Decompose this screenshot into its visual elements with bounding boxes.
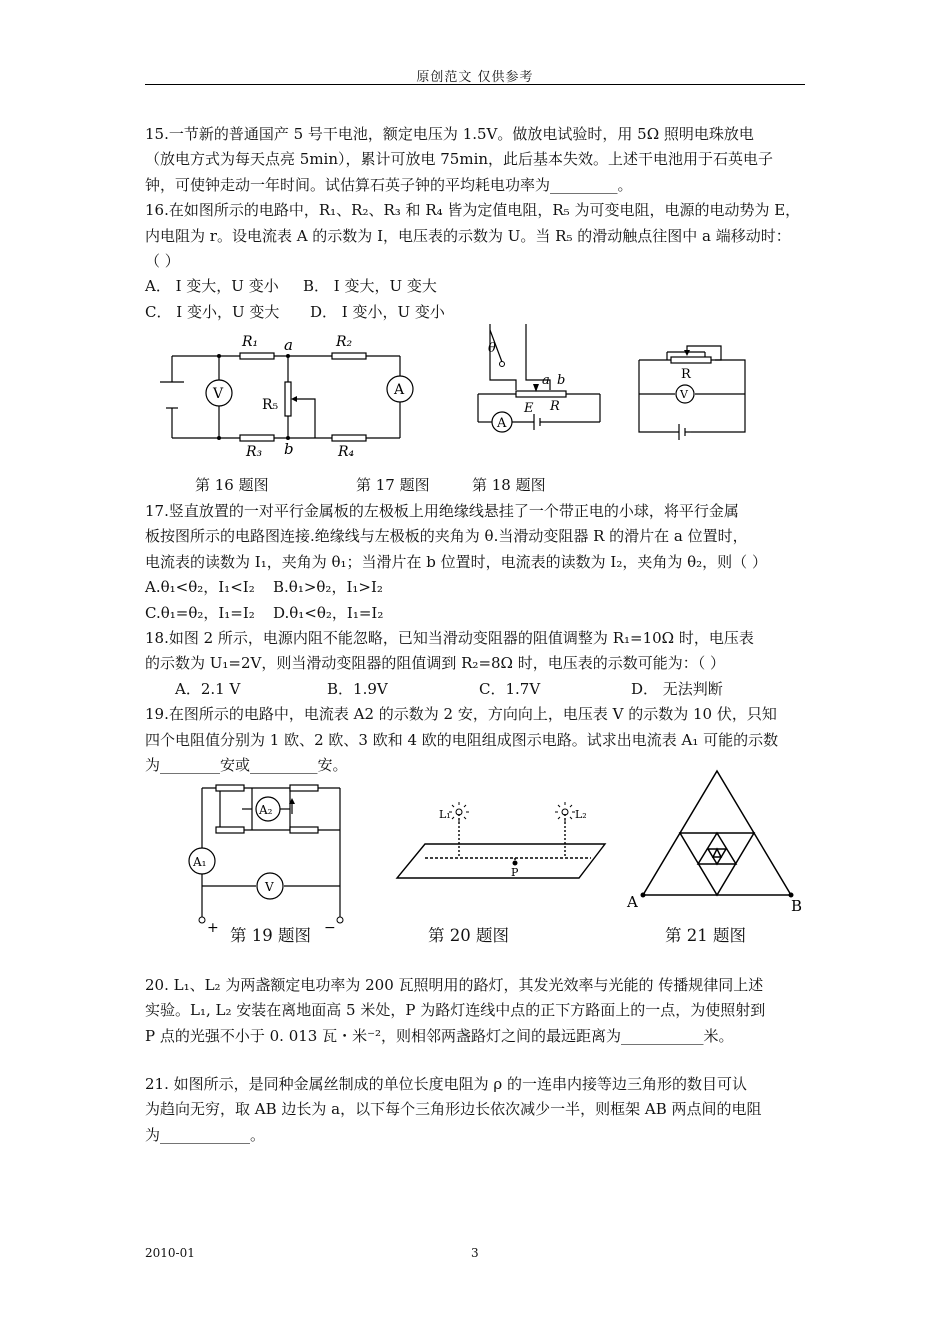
fig17-label-b: b	[557, 373, 566, 388]
q17-line-1: 17.竖直放置的一对平行金属板的左极板上用绝缘线悬挂了一个带正电的小球，将平行金属	[145, 502, 739, 520]
figure-17-circuit	[470, 320, 605, 440]
fig18-label-r: R	[681, 367, 691, 382]
fig20-label-l1: L₁	[439, 808, 451, 821]
fig19-voltmeter-label: V	[265, 880, 274, 894]
q16-line-1: 16.在如图所示的电路中，R₁、R₂、R₃ 和 R₄ 皆为定值电阻，R₅ 为可变电阻，电源的电动势为 E，	[145, 201, 801, 220]
fig16-label-r4: R₄	[338, 444, 355, 460]
figure-20-diagram	[395, 800, 615, 890]
fig19-plus-terminal: +	[207, 920, 219, 933]
fig16-label-r5: R₅	[262, 397, 279, 413]
fig16-label-a: a	[284, 336, 293, 354]
q15-line-3: 钟，可使钟走动一年时间。试估算石英子钟的平均耗电功率为_________。	[145, 175, 633, 194]
page-content-2	[145, 499, 810, 778]
q17-option-c: C.θ₁=θ₂，I₁=I₂	[145, 603, 255, 622]
q21-line-2: 为趋向无穷，取 AB 边长为 a，以下每个三角形边长依次减少一半，则框架 AB 两点间的电阻	[145, 1100, 762, 1119]
page-header: 原创范文 仅供参考	[416, 70, 534, 85]
fig16-label-b: b	[284, 440, 294, 458]
fig20-label-l2: L₂	[575, 808, 587, 821]
q16-option-b: B． I 变大，U 变大	[303, 277, 437, 296]
lamp-l1-icon	[449, 802, 469, 822]
q20-line-1: 20. L₁、L₂ 为两盏额定电功率为 200 瓦照明用的路灯，其发光效率与光能的 传播规律同上述	[145, 976, 764, 994]
q16-option-a: A． I 变大，U 变小	[145, 277, 279, 296]
q18-option-d: D． 无法判断	[631, 679, 723, 698]
figure-19-circuit	[180, 778, 355, 933]
page-content	[145, 122, 810, 325]
fig16-label-r1: R₁	[242, 334, 259, 350]
fig19-ammeter-a1-label: A₁	[193, 855, 207, 869]
page-content-4	[145, 1072, 810, 1148]
q17-option-a: A.θ₁<θ₂，I₁<I₂	[145, 578, 255, 597]
q19-line-3: 为________安或_________安。	[145, 756, 348, 775]
fig18-voltmeter-label: V	[680, 388, 688, 401]
q17-option-b: B.θ₁>θ₂，I₁>I₂	[273, 578, 383, 597]
fig16-voltmeter-label: V	[213, 386, 224, 402]
caption-fig-17: 第 17 题图	[356, 476, 430, 494]
fig19-minus-terminal: −	[324, 920, 336, 933]
footer-page-number: 3	[471, 1246, 479, 1260]
q17-line-3: 电流表的读数为 I₁，夹角为 θ₁；当滑片在 b 位置时，电流表的读数为 I₂，夹角为 θ₂，则（ ）	[145, 552, 767, 571]
q18-line-1: 18.如图 2 所示，电源内阻不能忽略，已知当滑动变阻器的阻值调整为 R₁=10Ω 时，电压表	[145, 629, 754, 648]
caption-fig-19: 第 19 题图	[230, 926, 311, 945]
q16-option-d: D． I 变小，U 变小	[310, 302, 445, 321]
q18-options	[145, 677, 810, 702]
figure-18-circuit	[635, 340, 750, 440]
q18-option-a: A．2.1 V	[175, 679, 241, 698]
fig17-label-a: a	[542, 373, 550, 388]
q16-option-c: C． I 变小，U 变大	[145, 302, 280, 321]
figure-16-circuit	[150, 330, 420, 460]
q16-line-3: （ ）	[145, 252, 180, 271]
q15-line-2: （放电方式为每天点亮 5min），累计可放电 75min，此后基本失效。上述干电池用于石英电子	[145, 150, 774, 169]
q16-options-ab	[145, 274, 810, 299]
fig17-label-theta: θ	[488, 341, 496, 356]
q20-line-2: 实验。L₁, L₂ 安装在离地面高 5 米处，P 为路灯连线中点的正下方路面上的一点，为使照射到	[145, 1001, 766, 1020]
fig21-label-b: B	[791, 897, 803, 915]
fig19-ammeter-a2-label: A₂	[259, 803, 273, 817]
page-content-3	[145, 973, 810, 1049]
fig20-label-p: P	[511, 866, 519, 879]
fig21-label-a: A	[627, 893, 638, 911]
q17-option-d: D.θ₁<θ₂，I₁=I₂	[273, 603, 384, 622]
lamp-l2-icon	[555, 802, 575, 822]
figure-21-triangles	[625, 765, 810, 915]
header-rule	[145, 84, 805, 85]
fig17-label-r: R	[550, 399, 560, 414]
q18-option-b: B．1.9V	[327, 679, 388, 698]
q19-line-2: 四个电阻值分别为 1 欧、2 欧、3 欧和 4 欧的电阻组成图示电路。试求出电流表 A₁ 可能的示数	[145, 730, 779, 749]
q20-line-3: P 点的光强不小于 0. 013 瓦・米⁻²，则相邻两盏路灯之间的最远距离为___________米。	[145, 1026, 734, 1045]
caption-fig-16: 第 16 题图	[195, 476, 269, 494]
fig16-ammeter-label: A	[394, 382, 405, 398]
caption-fig-20: 第 20 题图	[428, 926, 509, 945]
fig16-label-r2: R₂	[336, 334, 353, 350]
q19-line-1: 19.在图所示的电路中，电流表 A2 的示数为 2 安，方向向上，电压表 V 的示数为 10 伏，只知	[145, 705, 777, 724]
fig16-label-r3: R₃	[246, 444, 263, 460]
q21-line-3: 为____________。	[145, 1125, 266, 1144]
caption-fig-21: 第 21 题图	[665, 926, 746, 945]
q18-option-c: C．1.7V	[479, 679, 541, 698]
q21-line-1: 21. 如图所示，是同种金属丝制成的单位长度电阻为 ρ 的一连串内接等边三角形的数目可认	[145, 1075, 747, 1093]
q18-line-2: 的示数为 U₁=2V，则当滑动变阻器的阻值调到 R₂=8Ω 时，电压表的示数可能为：（ ）	[145, 654, 726, 673]
caption-fig-18: 第 18 题图	[472, 476, 546, 494]
fig17-ammeter-label: A	[497, 416, 507, 431]
q16-line-2: 内电阻为 r。设电流表 A 的示数为 I，电压表的示数为 U。当 R₅ 的滑动触点往图中 a 端移动时：	[145, 226, 791, 245]
q17-options-ab	[145, 575, 810, 600]
q15-line-1: 15.一节新的普通国产 5 号干电池，额定电压为 1.5V。做放电试验时，用 5Ω 照明电珠放电	[145, 125, 754, 143]
footer-date: 2010-01	[145, 1246, 195, 1260]
q17-line-2: 板按图所示的电路图连接.绝缘线与左极板的夹角为 θ.当滑动变阻器 R 的滑片在 a 位置时，	[145, 527, 748, 546]
fig17-label-e: E	[524, 401, 534, 416]
q17-options-cd	[145, 601, 810, 626]
